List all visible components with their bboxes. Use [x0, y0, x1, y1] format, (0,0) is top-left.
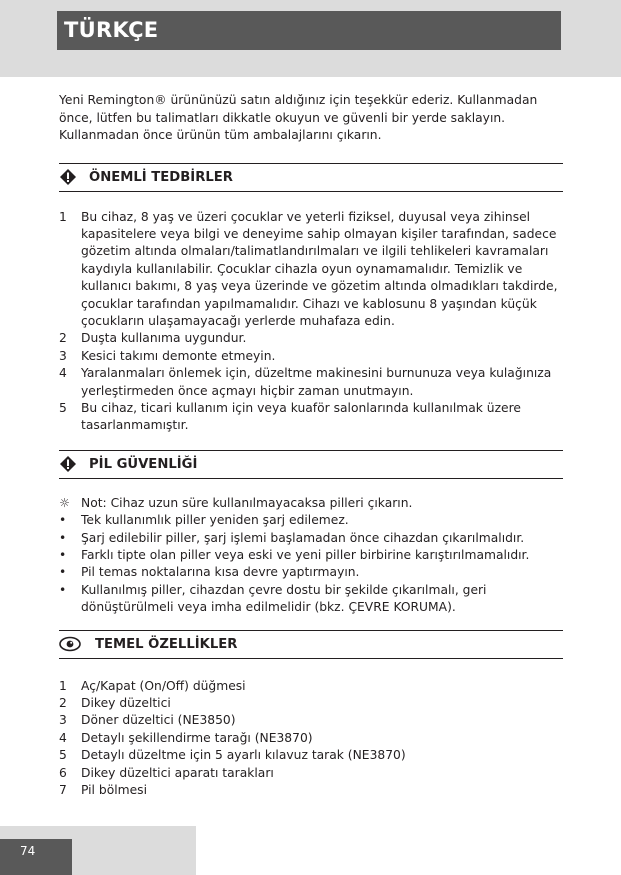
list-item	[59, 330, 563, 347]
bullet-icon: •	[59, 513, 67, 528]
battery-list	[59, 495, 563, 617]
features-list	[59, 678, 563, 800]
list-item	[59, 712, 563, 729]
item-text: Pil bölmesi	[81, 783, 147, 798]
item-number: 3	[59, 348, 67, 363]
safety-list	[59, 209, 563, 435]
section-title-features: TEMEL ÖZELLİKLER	[95, 636, 238, 652]
item-text: Tek kullanımlık piller yeniden şarj edilemez.	[81, 513, 349, 528]
warning-icon	[59, 455, 89, 473]
bullet-icon: •	[59, 530, 67, 545]
item-number: 5	[59, 400, 67, 415]
item-text: Döner düzeltici (NE3850)	[81, 713, 236, 728]
section-title-safety: ÖNEMLİ TEDBİRLER	[89, 169, 233, 185]
list-item	[59, 400, 563, 435]
item-text: Pil temas noktalarına kısa devre yaptırmayın.	[81, 565, 360, 580]
item-text: Şarj edilebilir piller, şarj işlemi başlamadan önce cihazdan çıkarılmalıdır.	[81, 530, 525, 545]
item-number: 7	[59, 783, 67, 798]
item-number: 6	[59, 765, 67, 780]
item-text: Duşta kullanıma uygundur.	[81, 331, 247, 346]
item-text: Kullanılmış piller, cihazdan çevre dostu bir şekilde çıkarılmalı, geri dönüştürülmeli veya imha edilmelidir (bkz. ÇEVRE KORUMA).	[81, 582, 487, 615]
item-text: Bu cihaz, ticari kullanım için veya kuaför salonlarında kullanılmak üzere tasarlanmamıştır.	[81, 400, 521, 433]
section-title-battery: PİL GÜVENLİĞİ	[89, 456, 198, 472]
warning-icon	[59, 168, 89, 186]
item-text: Aç/Kapat (On/Off) düğmesi	[81, 678, 246, 693]
section-header-safety	[59, 163, 563, 192]
list-item	[59, 564, 563, 581]
item-number: 5	[59, 748, 67, 763]
bullet-icon: •	[59, 582, 67, 597]
list-item	[59, 209, 563, 331]
list-item	[59, 512, 563, 529]
note-text: Not: Cihaz uzun süre kullanılmayacaksa pilleri çıkarın.	[81, 495, 413, 510]
item-text: Kesici takımı demonte etmeyin.	[81, 348, 276, 363]
list-item	[59, 695, 563, 712]
list-item	[59, 765, 563, 782]
bullet-icon: •	[59, 565, 67, 580]
note-item	[59, 495, 563, 512]
list-item	[59, 782, 563, 799]
list-item	[59, 678, 563, 695]
item-text: Yaralanmaları önlemek için, düzeltme makinesini burnunuza veya kulağınıza yerleştirmeden önce açmayı hiçbir zaman unutmayın.	[81, 366, 552, 398]
item-number: 1	[59, 209, 67, 224]
intro-paragraph: Yeni Remington® ürününüzü satın aldığınız için teşekkür ederiz. Kullanmadan önce, lütfen bu talimatları dikkatle okuyun ve güvenli bir yerde saklayın. Kullanmadan önce ürünün tüm ambalajlarını çıkarın.	[59, 93, 538, 142]
eye-icon	[59, 636, 95, 652]
section-header-features	[59, 630, 563, 659]
item-number: 3	[59, 713, 67, 728]
item-number: 4	[59, 366, 67, 381]
item-number: 4	[59, 730, 67, 745]
item-text: Bu cihaz, 8 yaş ve üzeri çocuklar ve yeterli fiziksel, duyusal veya zihinsel kapasitelere veya bilgi ve deneyime sahip olmayan kişiler tarafından, sadece gözetim altında olmaları/talimatlandırılmaları ve ilgili tehlikeleri kavramaları kaydıyla kullanılabilir. Çocuklar cihazla oyun oynamamalıdır. Temizlik ve kullanıcı bakımı, 8 yaş veya üzerinde ve gözetim altında olmadıkları takdirde, çocuklar tarafından yapılmamalıdır. Cihazı ve kablosunu 8 yaşından küçük çocukların ulaşamayacağı yerlerde muhafaza edin.	[81, 209, 558, 328]
list-item	[59, 547, 563, 564]
item-number: 1	[59, 678, 67, 693]
item-text: Farklı tipte olan piller veya eski ve yeni piller birbirine karıştırılmamalıdır.	[81, 548, 530, 562]
sun-icon: ☼	[59, 495, 71, 510]
list-item	[59, 582, 563, 617]
list-item	[59, 348, 563, 365]
item-number: 2	[59, 331, 67, 346]
page-number: 74	[0, 839, 72, 875]
section-header-battery	[59, 450, 563, 479]
bullet-icon: •	[59, 548, 67, 562]
list-item	[59, 730, 563, 747]
manual-content	[59, 92, 563, 799]
list-item	[59, 365, 563, 400]
list-item	[59, 747, 563, 764]
item-text: Dikey düzeltici	[81, 696, 171, 711]
list-item	[59, 530, 563, 547]
item-number: 2	[59, 696, 67, 711]
language-title: TÜRKÇE	[57, 11, 561, 50]
item-text: Dikey düzeltici aparatı tarakları	[81, 765, 274, 780]
item-text: Detaylı düzeltme için 5 ayarlı kılavuz tarak (NE3870)	[81, 748, 406, 763]
item-text: Detaylı şekillendirme tarağı (NE3870)	[81, 730, 313, 745]
